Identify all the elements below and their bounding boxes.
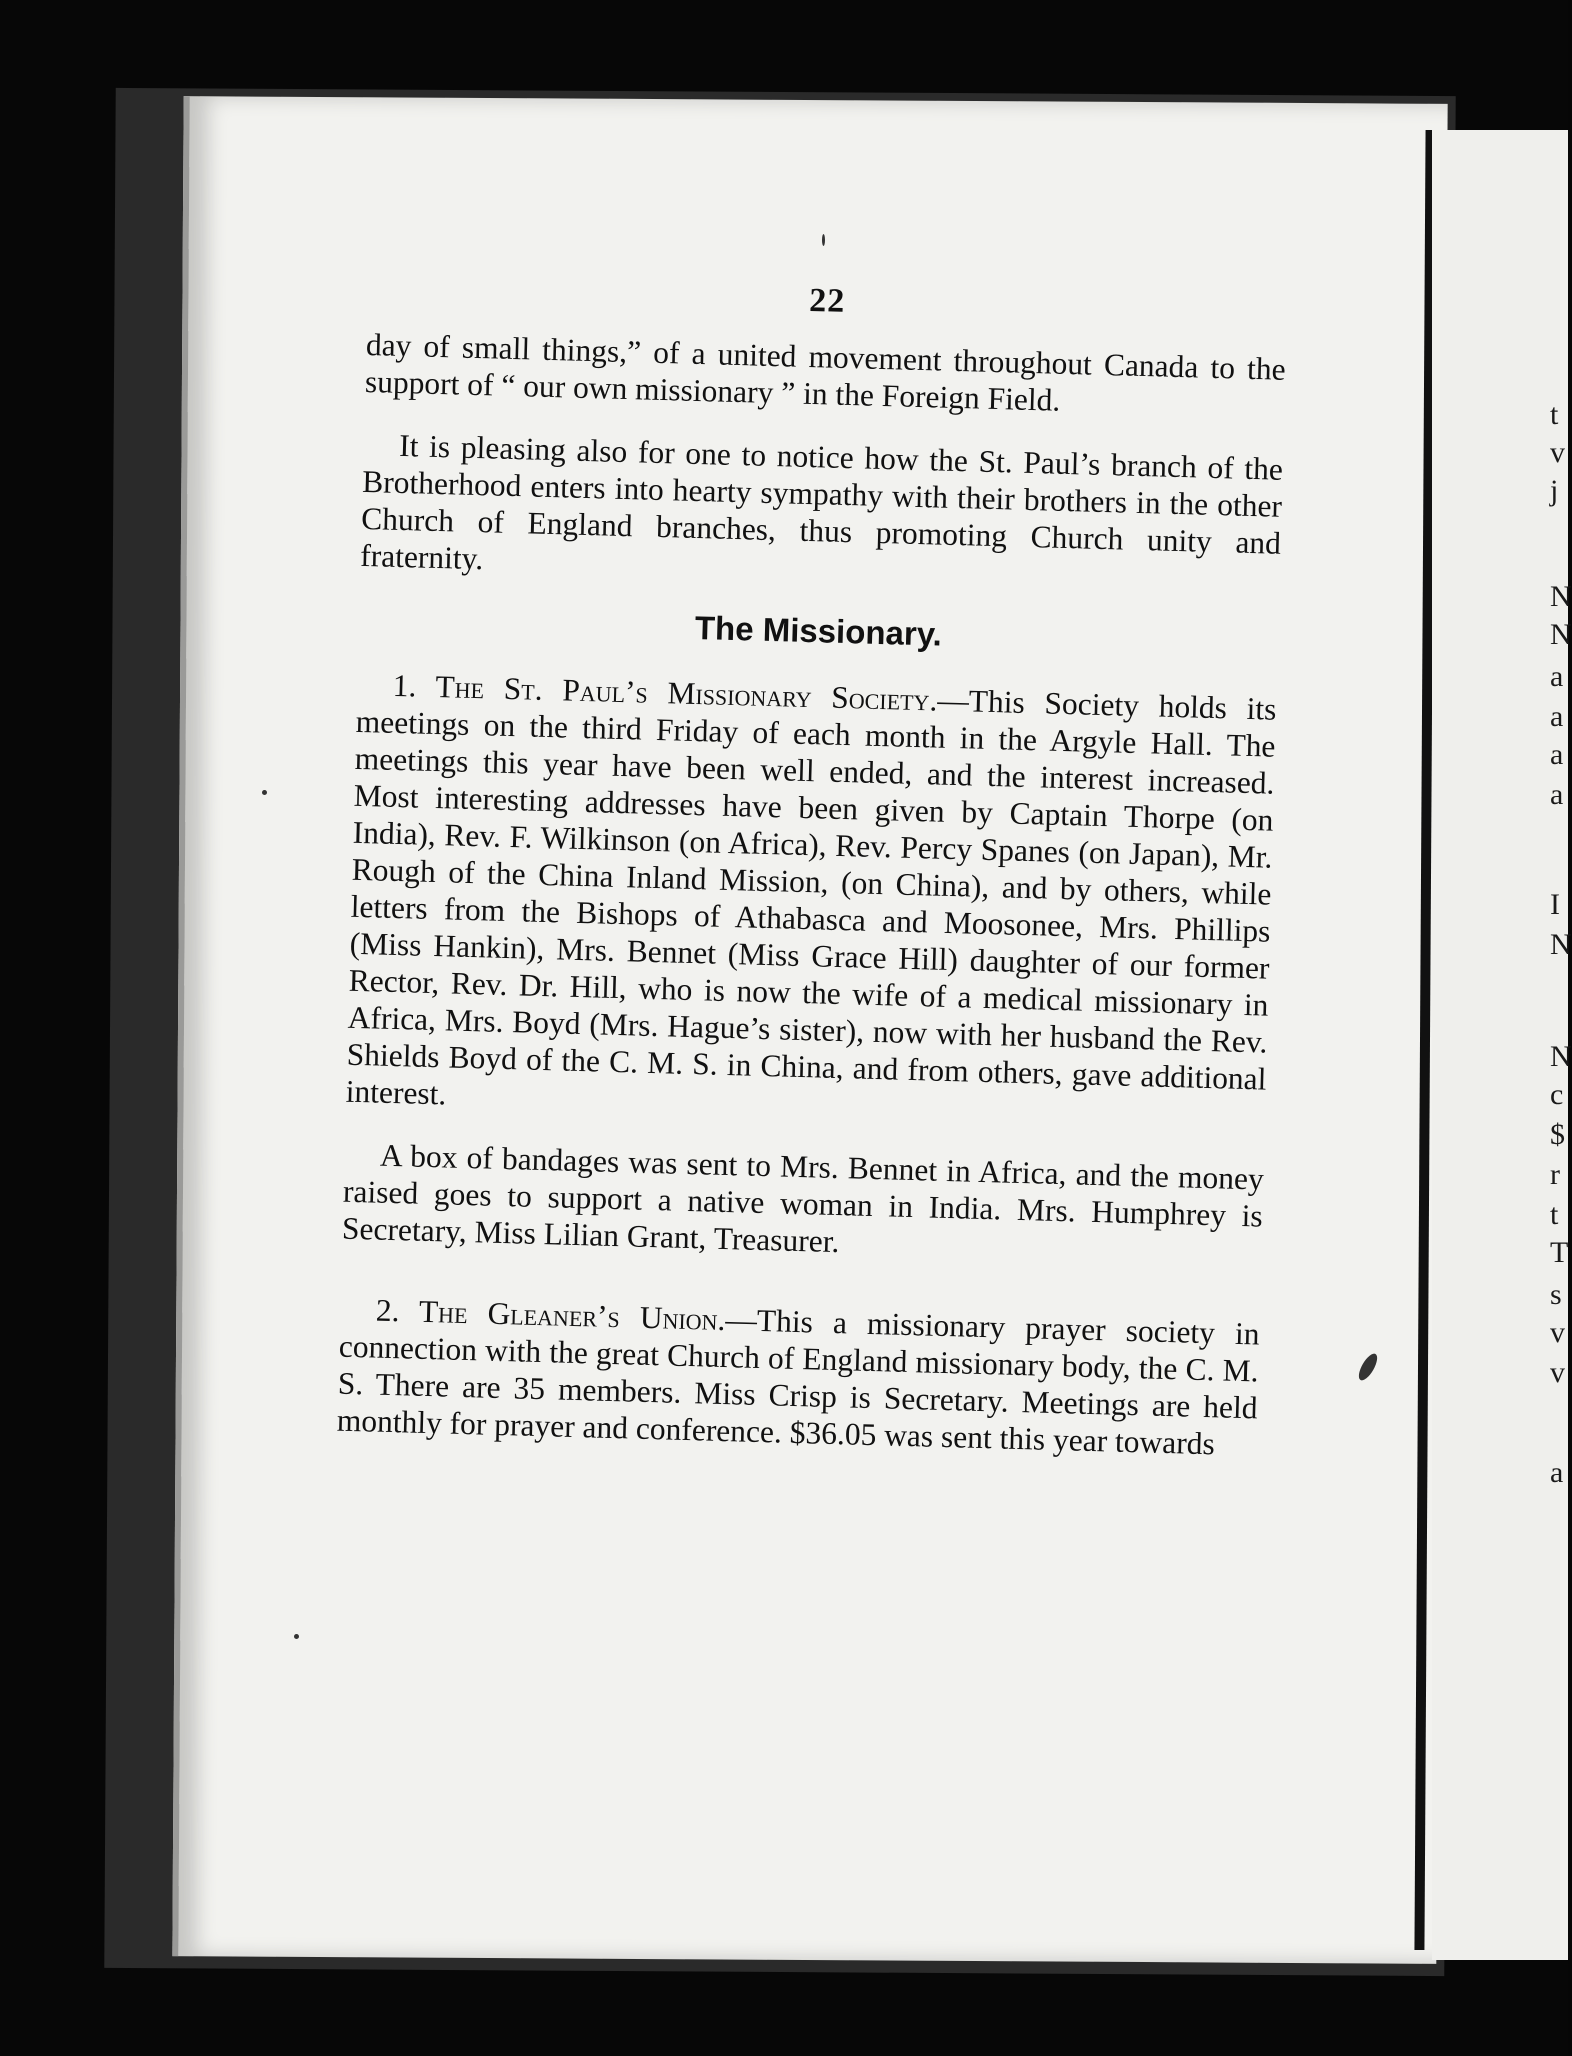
next-page-fragment: a [1550, 700, 1564, 733]
missionary-society-body: —This Society holds its meetings on the third Friday of each month in the Argyle Hall. The meetings this year have been well ended, and the interest increased. Most interesting addresses have been given by Captain Thorpe (on India), Rev. F. Wilkinson (on Africa), Rev. Percy Spanes (on Japan), Mr. Rough of the China Inland Mission, (on China), and by others, while letters from the Bishops of Athabasca and Moosonee, Mrs. Phillips (Miss Hankin), Mrs. Bennet (Miss Grace Hill) daughter of our former Rector, Rev. Dr. Hill, who is now the wife of a medical missionary in Africa, Mrs. Boyd (Mrs. Hague’s sister), now with her husband the Rev. Shields Boyd of the C. M. S. in China, and from others, gave additional interest. [345, 682, 1277, 1112]
bandages-paragraph: A box of bandages was sent to Mrs. Bennet in Africa, and the money raised goes to support a native woman in India. Mrs. Humphrey is Secretary, Miss Lilian Grant, Treasurer. [341, 1137, 1265, 1260]
gleaners-union-paragraph [336, 1291, 1260, 1464]
next-page-fragment: T [1550, 1236, 1569, 1269]
missionary-society-paragraph [345, 666, 1277, 1135]
page-text [336, 270, 1288, 1489]
next-page-fragment: v [1550, 436, 1565, 469]
ink-speck [262, 790, 267, 795]
next-page-strip [1432, 130, 1572, 1960]
next-page-fragment: r [1550, 1158, 1560, 1191]
next-page-fragment: N [1550, 618, 1572, 651]
next-page-fragment: t [1550, 1198, 1559, 1231]
next-page-fragment: $ [1550, 1118, 1565, 1151]
next-page-fragment: a [1550, 660, 1564, 693]
page-number: 22 [808, 281, 846, 320]
next-page-fragment: s [1550, 1278, 1562, 1311]
continuation-paragraph: day of small things,” of a united movement throughout Canada to the support of “ our own missionary ” in the Foreign Field. [364, 326, 1287, 418]
gleaners-union-body: —This a missionary prayer society in connection with the great Church of England missionary body, the C. M. S. There are 35 members. Miss Crisp is Secretary. Meetings are held monthly for prayer and conference. $36.05 was sent this year towards [336, 1302, 1261, 1462]
next-page-fragment: t [1550, 398, 1559, 431]
brotherhood-paragraph: It is pleasing also for one to notice how the St. Paul’s branch of the Brotherhood enters into hearty sympathy with their brothers in the other Church of England branches, thus promoting Church unity and fraternity. [359, 427, 1284, 577]
gleaners-union-lead: 2. The Gleaner’s Union. [375, 1292, 726, 1338]
next-page-fragment: c [1550, 1078, 1564, 1111]
next-page-fragment: N [1550, 1040, 1572, 1073]
ink-speck [822, 234, 825, 246]
next-page-fragment: v [1550, 1356, 1565, 1389]
ink-speck [294, 1634, 299, 1639]
next-page-fragment: N [1550, 580, 1572, 613]
next-page-fragment: v [1550, 1316, 1565, 1349]
section-heading: The Missionary. [694, 608, 943, 653]
next-page-fragment: I [1550, 888, 1560, 921]
next-page-fragment: a [1550, 778, 1564, 811]
missionary-society-lead: 1. The St. Paul’s Missionary Society. [392, 667, 938, 718]
next-page-fragment: a [1550, 738, 1564, 771]
next-page-fragment: a [1550, 1456, 1564, 1489]
next-page-fragment: N [1550, 928, 1572, 961]
next-page-fragment: j [1550, 474, 1559, 507]
